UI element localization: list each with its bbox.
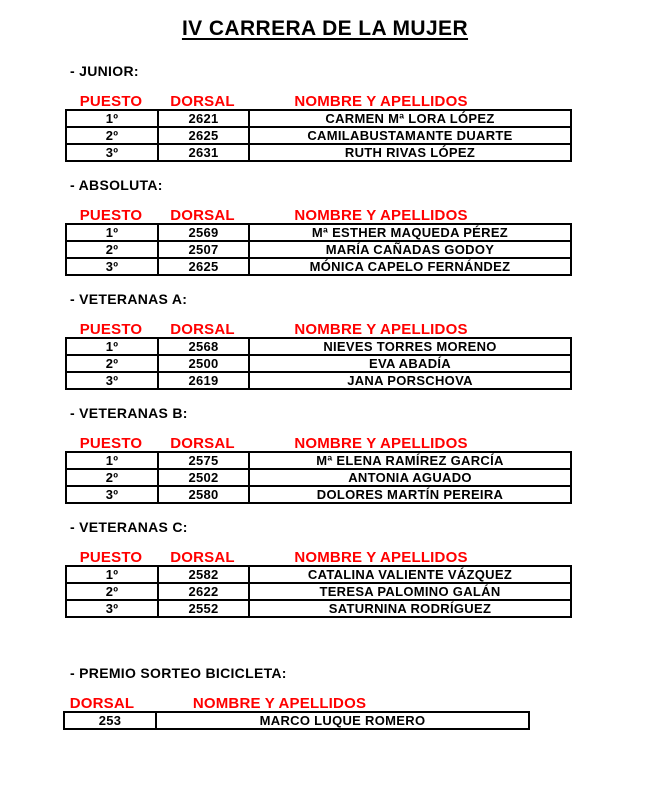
cell-puesto: 3º: [66, 486, 158, 503]
table-row: [66, 338, 571, 355]
cell-puesto: 3º: [66, 600, 158, 617]
results-table-premio: [63, 711, 530, 730]
section-veteranas-c: [0, 520, 650, 618]
table-row: [66, 600, 571, 617]
cell-nombre: Mª ELENA RAMÍREZ GARCÍA: [249, 452, 571, 469]
cell-dorsal: 2569: [158, 224, 249, 241]
cell-nombre: MARÍA CAÑADAS GODOY: [249, 241, 571, 258]
table-row: [66, 127, 571, 144]
cell-puesto: 2º: [66, 469, 158, 486]
cell-nombre: EVA ABADÍA: [249, 355, 571, 372]
cell-nombre: CARMEN Mª LORA LÓPEZ: [249, 110, 571, 127]
cell-dorsal: 253: [64, 712, 156, 729]
cell-nombre: SATURNINA RODRÍGUEZ: [249, 600, 571, 617]
cell-puesto: 1º: [66, 224, 158, 241]
cell-nombre: MÓNICA CAPELO FERNÁNDEZ: [249, 258, 571, 275]
cell-dorsal: 2500: [158, 355, 249, 372]
cell-nombre: DOLORES MARTÍN PEREIRA: [249, 486, 571, 503]
cell-dorsal: 2582: [158, 566, 249, 583]
cell-dorsal: 2622: [158, 583, 249, 600]
cell-puesto: 2º: [66, 583, 158, 600]
column-header-puesto: PUESTO: [79, 93, 143, 110]
section-heading-veteranas-c: - VETERANAS C:: [70, 519, 188, 535]
results-table-junior: [65, 109, 572, 162]
cell-dorsal: 2621: [158, 110, 249, 127]
section-heading-junior: - JUNIOR:: [70, 63, 139, 79]
table-row: [64, 712, 529, 729]
table-row: [66, 469, 571, 486]
cell-dorsal: 2625: [158, 258, 249, 275]
section-premio-sorteo-bicicleta: [0, 666, 650, 730]
table-row: [66, 372, 571, 389]
cell-puesto: 2º: [66, 241, 158, 258]
section-veteranas-a: [0, 292, 650, 390]
cell-dorsal: 2502: [158, 469, 249, 486]
cell-nombre: ANTONIA AGUADO: [249, 469, 571, 486]
column-header-puesto: PUESTO: [79, 435, 143, 452]
column-headers: [63, 696, 650, 711]
column-header-dorsal: DORSAL: [69, 695, 135, 712]
cell-puesto: 3º: [66, 258, 158, 275]
cell-nombre: CATALINA VALIENTE VÁZQUEZ: [249, 566, 571, 583]
table-row: [66, 452, 571, 469]
section-heading-veteranas-a: - VETERANAS A:: [70, 291, 188, 307]
cell-nombre: JANA PORSCHOVA: [249, 372, 571, 389]
cell-nombre: NIEVES TORRES MORENO: [249, 338, 571, 355]
cell-dorsal: 2568: [158, 338, 249, 355]
results-table-veteranas-b: [65, 451, 572, 504]
column-header-nombre: NOMBRE Y APELLIDOS: [294, 93, 468, 110]
section-heading-veteranas-b: - VETERANAS B:: [70, 405, 188, 421]
cell-dorsal: 2507: [158, 241, 249, 258]
cell-puesto: 2º: [66, 355, 158, 372]
column-header-dorsal: DORSAL: [170, 435, 235, 452]
cell-dorsal: 2619: [158, 372, 249, 389]
page-title: IV CARRERA DE LA MUJER: [181, 17, 469, 40]
cell-puesto: 3º: [66, 372, 158, 389]
section-absoluta: [0, 178, 650, 276]
table-row: [66, 258, 571, 275]
section-heading-absoluta: - ABSOLUTA:: [70, 177, 163, 193]
cell-puesto: 1º: [66, 110, 158, 127]
section-junior: [0, 64, 650, 162]
cell-nombre: Mª ESTHER MAQUEDA PÉREZ: [249, 224, 571, 241]
cell-puesto: 1º: [66, 452, 158, 469]
column-header-dorsal: DORSAL: [170, 93, 235, 110]
cell-puesto: 1º: [66, 566, 158, 583]
table-row: [66, 144, 571, 161]
column-headers: [65, 550, 650, 565]
column-header-puesto: PUESTO: [79, 207, 143, 224]
column-header-nombre: NOMBRE Y APELLIDOS: [294, 435, 468, 452]
cell-dorsal: 2575: [158, 452, 249, 469]
cell-nombre: TERESA PALOMINO GALÁN: [249, 583, 571, 600]
column-header-nombre: NOMBRE Y APELLIDOS: [294, 321, 468, 338]
cell-nombre: CAMILABUSTAMANTE DUARTE: [249, 127, 571, 144]
column-header-puesto: PUESTO: [79, 549, 143, 566]
table-row: [66, 110, 571, 127]
table-row: [66, 224, 571, 241]
table-row: [66, 583, 571, 600]
column-header-dorsal: DORSAL: [170, 321, 235, 338]
cell-dorsal: 2580: [158, 486, 249, 503]
table-row: [66, 486, 571, 503]
column-headers: [65, 322, 650, 337]
table-row: [66, 241, 571, 258]
column-headers: [65, 436, 650, 451]
cell-dorsal: 2631: [158, 144, 249, 161]
section-veteranas-b: [0, 406, 650, 504]
results-table-veteranas-a: [65, 337, 572, 390]
column-header-puesto: PUESTO: [79, 321, 143, 338]
cell-dorsal: 2625: [158, 127, 249, 144]
section-heading-premio: - PREMIO SORTEO BICICLETA:: [70, 665, 287, 681]
table-row: [66, 355, 571, 372]
cell-puesto: 2º: [66, 127, 158, 144]
column-header-nombre: NOMBRE Y APELLIDOS: [192, 695, 367, 712]
cell-dorsal: 2552: [158, 600, 249, 617]
table-row: [66, 566, 571, 583]
column-headers: [65, 94, 650, 109]
cell-puesto: 3º: [66, 144, 158, 161]
results-table-absoluta: [65, 223, 572, 276]
column-header-nombre: NOMBRE Y APELLIDOS: [294, 549, 468, 566]
column-header-dorsal: DORSAL: [170, 549, 235, 566]
results-table-veteranas-c: [65, 565, 572, 618]
cell-nombre: RUTH RIVAS LÓPEZ: [249, 144, 571, 161]
column-headers: [65, 208, 650, 223]
column-header-nombre: NOMBRE Y APELLIDOS: [294, 207, 468, 224]
cell-nombre: MARCO LUQUE ROMERO: [156, 712, 529, 729]
column-header-dorsal: DORSAL: [170, 207, 235, 224]
cell-puesto: 1º: [66, 338, 158, 355]
